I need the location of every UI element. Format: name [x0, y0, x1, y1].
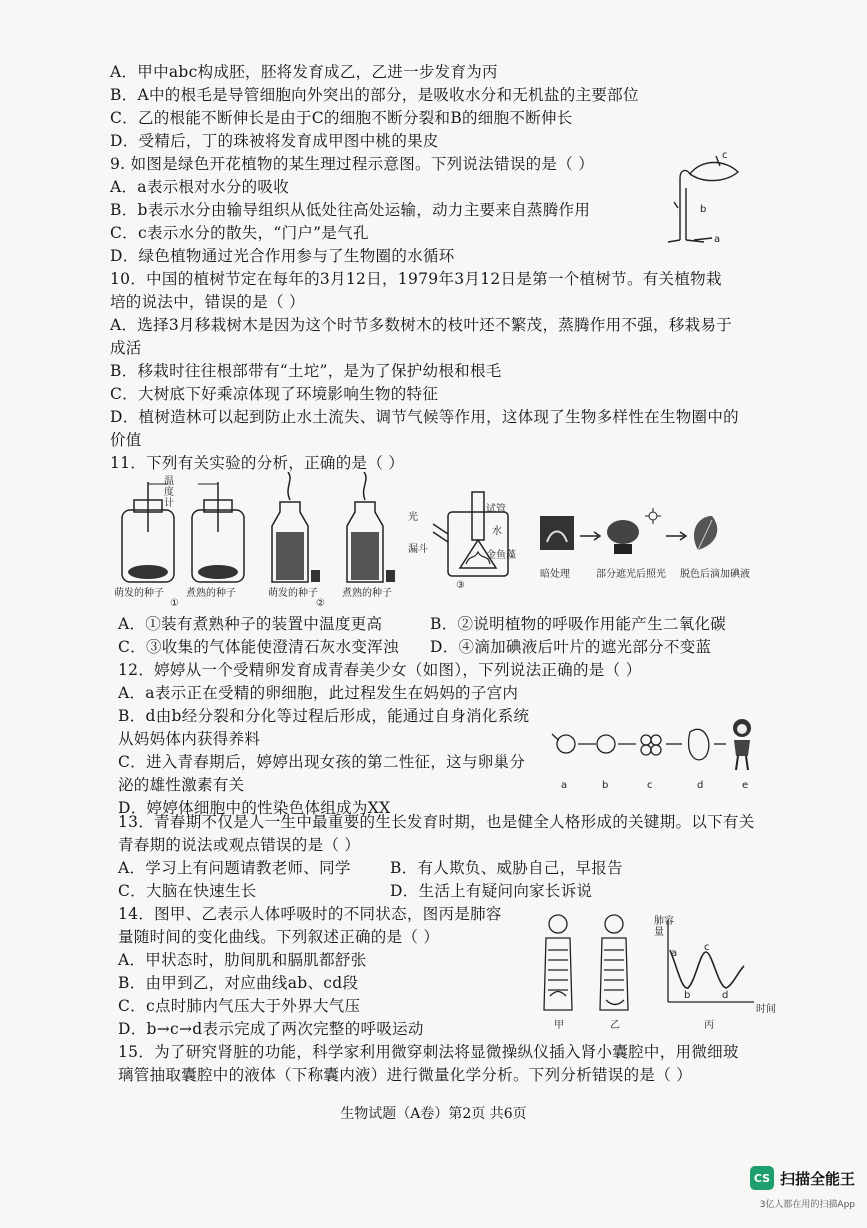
exp1-seeds-left — [128, 565, 168, 579]
exp1-label-right: 煮熟的种子 — [186, 588, 236, 599]
torso-yi — [600, 915, 628, 1010]
exp2-small-cup-left — [311, 570, 320, 582]
fig14-caption-jia: 甲 — [554, 1020, 564, 1031]
exp4-plant-lit — [607, 508, 661, 554]
exp1-seeds-right — [198, 565, 238, 579]
q9-option-a: A．a表示根对水分的吸收 — [110, 178, 290, 196]
q8-option-b: B．A中的根毛是导管细胞向外突出的部分，是吸收水分和无机盐的主要部位 — [110, 86, 639, 104]
exp4-step2-label: 部分遮光后照光 — [596, 569, 666, 580]
exp3-funnel-label: 漏斗 — [408, 544, 428, 555]
q10-option-d-cont: 价值 — [110, 431, 142, 449]
q8-option-c: C．乙的根能不断伸长是由于C的细胞不断分裂和B的细胞不断伸长 — [110, 109, 573, 127]
page-footer: 生物试题（A卷）第2页 共6页 — [340, 1106, 527, 1122]
cell-a — [557, 735, 575, 753]
exp3-plant-label: 金鱼藻 — [486, 550, 516, 561]
fig12-label-e: e — [742, 780, 749, 791]
fig14-point-a: a — [671, 948, 678, 959]
q10-option-c: C．大树底下好乘凉体现了环境影响生物的特征 — [110, 385, 439, 403]
exp4-dark-box — [540, 516, 574, 550]
scanner-tagline: 3亿人都在用的扫描App — [759, 1200, 855, 1210]
q9-stem: 9. 如图是绿色开花植物的某生理过程示意图。下列说法错误的是（ ） — [110, 155, 595, 173]
scanner-app-name: 扫描全能王 — [779, 1169, 855, 1188]
q15-stem-cont: 璃管抽取囊腔中的液体（下称囊内液）进行微量化学分析。下列分析错误的是（ ） — [118, 1066, 693, 1084]
q10-option-a-cont: 成活 — [110, 339, 142, 357]
q11-option-b: B．②说明植物的呼吸作用能产生二氧化碳 — [430, 615, 727, 633]
lung-volume-chart — [668, 920, 754, 1002]
fig14-point-d: d — [722, 990, 729, 1001]
fetus-d — [689, 729, 709, 760]
exp2-number: ② — [316, 598, 325, 609]
exp3-number: ③ — [456, 580, 465, 591]
q10-stem-cont: 培的说法中，错误的是（ ） — [110, 293, 305, 311]
q12-option-c: C．进入青春期后，婷婷出现女孩的第二性征，这与卵巢分 — [118, 753, 526, 771]
q13-option-a: A．学习上有问题请教老师、同学 — [118, 859, 351, 877]
q13-option-b: B．有人欺负、威胁自己，早报告 — [390, 859, 623, 877]
q12-option-d: D．婷婷体细胞中的性染色体组成为XX — [118, 799, 391, 817]
q14-option-c: C．c点时肺内气压大于外界大气压 — [118, 997, 361, 1015]
q9-option-b: B．b表示水分由输导组织从低处往高处运输，动力主要来自蒸腾作用 — [110, 201, 591, 219]
q13-option-d: D．生活上有疑问向家长诉说 — [390, 882, 593, 900]
q15-stem: 15．为了研究肾脏的功能，科学家利用微穿刺法将显微操纵仪插入肾小囊腔中，用微细玻 — [118, 1043, 739, 1061]
fig14-caption-bing: 丙 — [704, 1020, 714, 1031]
q12-figure — [550, 712, 760, 776]
q10-stem: 10．中国的植树节定在每年的3月12日，1979年3月12日是第一个植树节。有关植物栽 — [110, 270, 722, 288]
q11-option-c: C．③收集的气体能使澄清石灰水变浑浊 — [118, 638, 399, 656]
fig9-label-b: b — [700, 204, 707, 215]
fig12-label-c: c — [647, 780, 653, 791]
cell-b — [597, 735, 615, 753]
fig12-label-d: d — [697, 780, 704, 791]
exp2-label-left: 萌发的种子 — [268, 588, 318, 599]
q9-figure — [656, 148, 756, 244]
q11-option-a: A．①装有煮熟种子的装置中温度更高 — [118, 615, 383, 633]
q11-stem: 11．下列有关实验的分析，正确的是（ ） — [110, 454, 405, 472]
girl-e — [733, 719, 751, 770]
q14-option-a: A．甲状态时，肋间肌和膈肌都舒张 — [118, 951, 367, 969]
q12-option-a: A．a表示正在受精的卵细胞，此过程发生在妈妈的子宫内 — [118, 684, 519, 702]
fig12-label-a: a — [561, 780, 568, 791]
exp3-water-label: 水 — [492, 526, 502, 537]
fig14-point-b: b — [684, 990, 691, 1001]
fig14-ylabel: 肺容量 — [654, 916, 674, 938]
exp1-number: ① — [170, 598, 179, 609]
fig9-label-a: a — [714, 234, 721, 245]
q12-option-b: B．d由b经分裂和分化等过程后形成，能通过自身消化系统 — [118, 707, 530, 725]
q14-stem-cont: 量随时间的变化曲线。下列叙述正确的是（ ） — [118, 928, 440, 946]
q12-stem: 12．婷婷从一个受精卵发育成青春美少女（如图），下列说法正确的是（ ） — [118, 661, 642, 679]
exp3-tube-label: 试管 — [486, 504, 506, 515]
exp1-label-left: 萌发的种子 — [114, 588, 164, 599]
q14-option-d: D．b→c→d表示完成了两次完整的呼吸运动 — [118, 1020, 424, 1038]
q10-option-d: D．植树造林可以起到防止水土流失、调节气候等作用，这体现了生物多样性在生物圈中的 — [110, 408, 739, 426]
fig14-caption-yi: 乙 — [610, 1020, 620, 1031]
q9-option-c: C．c表示水分的散失，“门户”是气孔 — [110, 224, 369, 242]
thermometer-label: 温 度 计 — [164, 476, 174, 509]
fig9-label-c: c — [722, 150, 728, 161]
fig12-label-b: b — [602, 780, 609, 791]
q10-option-b: B．移栽时往往根部带有“土坨”，是为了保护幼根和根毛 — [110, 362, 502, 380]
q13-option-c: C．大脑在快速生长 — [118, 882, 257, 900]
q13-stem-cont: 青春期的说法或观点错误的是（ ） — [118, 836, 361, 854]
exp4-step3-label: 脱色后滴加碘液 — [680, 569, 750, 580]
q8-option-d: D．受精后，丁的珠被将发育成甲图中桃的果皮 — [110, 132, 439, 150]
scanner-watermark — [750, 1166, 855, 1190]
fig14-xlabel: 时间 — [756, 1004, 776, 1015]
q14-stem: 14．图甲、乙表示人体呼吸时的不同状态，图丙是肺容 — [118, 905, 502, 923]
q11-option-d: D．④滴加碘液后叶片的遮光部分不变蓝 — [430, 638, 712, 656]
exp3-light-label: 光 — [408, 512, 418, 523]
q8-option-a: A．甲中abc构成胚，胚将发育成乙，乙进一步发育为丙 — [110, 63, 498, 81]
torso-jia — [544, 915, 572, 1010]
exp2-small-cup-right — [386, 570, 395, 582]
exp4-step1-label: 暗处理 — [540, 569, 570, 580]
exp2-seeds-right — [351, 532, 379, 580]
exp2-seeds-left — [276, 532, 304, 580]
q12-option-b-cont: 从妈妈体内获得养料 — [118, 730, 261, 748]
q9-option-d: D．绿色植物通过光合作用参与了生物圈的水循环 — [110, 247, 455, 265]
exp2-label-right: 煮熟的种子 — [342, 588, 392, 599]
q13-stem: 13．青春期不仅是人一生中最重要的生长发育时期，也是健全人格形成的关键期。以下有关 — [118, 813, 755, 831]
fig14-point-c: c — [704, 942, 710, 953]
q14-option-b: B．由甲到乙，对应曲线ab、cd段 — [118, 974, 359, 992]
scanner-logo-icon: CS — [750, 1166, 774, 1190]
q12-option-c-cont: 泌的雄性激素有关 — [118, 776, 245, 794]
q10-option-a: A．选择3月移栽树木是因为这个时节多数树木的枝叶还不繁茂，蒸腾作用不强，移栽易于 — [110, 316, 733, 334]
